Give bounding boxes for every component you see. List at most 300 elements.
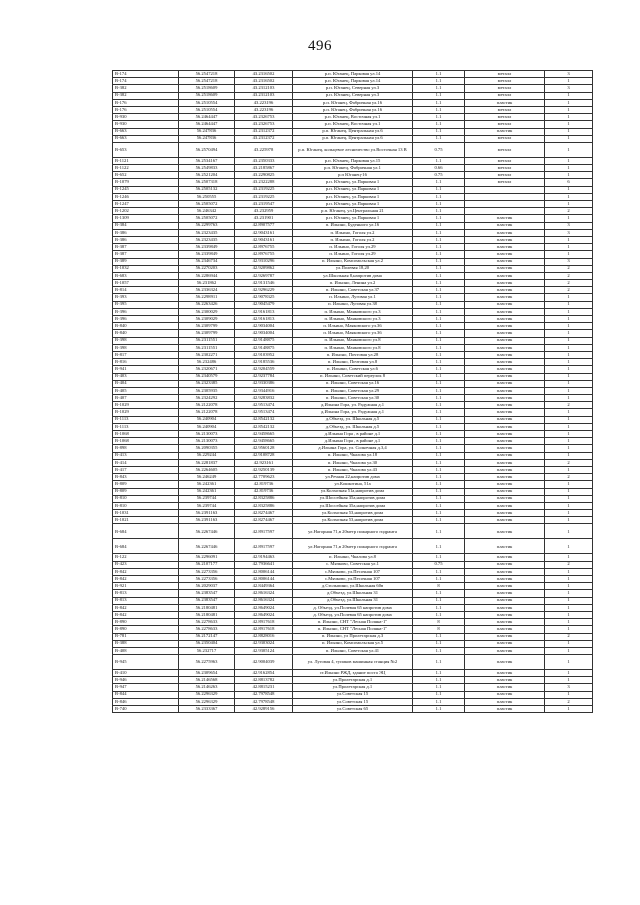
volume-cell: 1.1 <box>413 179 465 186</box>
address-cell: п. Ильино, Маяковского ул.36 <box>293 330 413 337</box>
longitude-cell: 42.9161813 <box>235 308 293 315</box>
site-id-cell: В-1113 <box>113 423 179 430</box>
material-cell: пластик <box>465 272 545 279</box>
material-cell: пластик <box>465 691 545 698</box>
material-cell: пластик <box>465 395 545 402</box>
site-id-cell: В-1029 <box>113 402 179 409</box>
table-row <box>113 114 593 121</box>
count-cell: 1 <box>545 510 593 517</box>
material-cell: пластик <box>465 539 545 554</box>
material-cell: пластик <box>465 677 545 684</box>
site-id-cell: В-1309 <box>113 215 179 222</box>
volume-cell: 8 <box>413 626 465 633</box>
latitude-cell: 56.2323435 <box>179 229 235 236</box>
material-cell: пластик <box>465 466 545 473</box>
table-row <box>113 380 593 387</box>
table-row <box>113 301 593 308</box>
table-row <box>113 583 593 590</box>
address-cell: с. Мячково, Советская ул.1 <box>293 561 413 568</box>
site-id-cell: В-1246 <box>113 193 179 200</box>
material-cell: металл <box>465 121 545 128</box>
site-id-cell: В-1057 <box>113 280 179 287</box>
address-cell: р.п. Юганец, ул.Парковая 1 <box>293 215 413 222</box>
table-row <box>113 201 593 208</box>
count-cell: 2 <box>545 633 593 640</box>
site-id-cell: В-396 <box>113 308 179 315</box>
site-id-cell: В-1202 <box>113 208 179 215</box>
latitude-cell: 56.2299763 <box>179 222 235 229</box>
material-cell: пластик <box>465 459 545 466</box>
count-cell: 2 <box>545 402 593 409</box>
table-row <box>113 222 593 229</box>
material-cell: пластик <box>465 633 545 640</box>
latitude-cell: 56.2521204 <box>179 172 235 179</box>
volume-cell: 1.1 <box>413 85 465 92</box>
address-cell: д.Ильина Гора, ул. Солнечная д.3,4 <box>293 445 413 452</box>
count-cell: 3 <box>545 85 593 92</box>
table-row <box>113 193 593 200</box>
address-cell: п. Ильино, Гоголя ул.2 <box>293 236 413 243</box>
volume-cell: 1.1 <box>413 445 465 452</box>
count-cell: 1 <box>545 186 593 193</box>
latitude-cell: 56.2547218 <box>179 78 235 85</box>
longitude-cell: 42.8813782 <box>235 677 293 684</box>
latitude-cell: 56.2311551 <box>179 344 235 351</box>
volume-cell: 1.1 <box>413 640 465 647</box>
latitude-cell: 56.242361 <box>179 488 235 495</box>
table-row <box>113 272 593 279</box>
material-cell: пластик <box>465 236 545 243</box>
volume-cell: 1.1 <box>413 294 465 301</box>
volume-cell: 1.1 <box>413 633 465 640</box>
table-row <box>113 330 593 337</box>
volume-cell: 1.1 <box>413 438 465 445</box>
site-id-cell: В-813 <box>113 590 179 597</box>
volume-cell: 1.1 <box>413 466 465 473</box>
longitude-cell: 42.9269787 <box>235 272 293 279</box>
table-row <box>113 308 593 315</box>
site-id-cell: В-842 <box>113 576 179 583</box>
count-cell: 1 <box>545 380 593 387</box>
longitude-cell: 42.9560128 <box>235 445 293 452</box>
site-id-cell: В-684 <box>113 539 179 554</box>
table-row <box>113 488 593 495</box>
table-row <box>113 251 593 258</box>
volume-cell: 1.1 <box>413 135 465 142</box>
site-id-cell: В-410 <box>113 670 179 677</box>
count-cell: 1 <box>545 583 593 590</box>
volume-cell: 1.1 <box>413 517 465 524</box>
address-cell: п. Ильино, Советская ул.30 <box>293 395 413 402</box>
volume-cell: 1.1 <box>413 258 465 265</box>
count-cell: 1 <box>545 395 593 402</box>
count-cell: 1 <box>545 568 593 575</box>
address-cell: д.Ильина Гора , в районе д.1 <box>293 438 413 445</box>
latitude-cell: 56.229244 <box>179 452 235 459</box>
site-id-cell: В-384 <box>113 222 179 229</box>
address-cell: п. Ильино, СНТ "Лесная Поляна-1" <box>293 626 413 633</box>
count-cell: 1 <box>545 351 593 358</box>
latitude-cell: 56.2275963 <box>179 655 235 670</box>
volume-cell: 1.1 <box>413 539 465 554</box>
site-id-cell: В-395 <box>113 301 179 308</box>
table-row <box>113 438 593 445</box>
table-row <box>113 229 593 236</box>
table-row <box>113 287 593 294</box>
count-cell: 1 <box>545 165 593 172</box>
site-id-cell: В-1068 <box>113 438 179 445</box>
material-cell: пластик <box>465 128 545 135</box>
table-row <box>113 611 593 618</box>
longitude-cell: 42.9204559 <box>235 366 293 373</box>
table-row <box>113 157 593 164</box>
address-cell: п. Ильино, Почтовая ул.28 <box>293 351 413 358</box>
address-cell: п. Ильино, Чкалова ул.30 <box>293 459 413 466</box>
longitude-cell: 42.9513474 <box>235 409 293 416</box>
site-id-cell: В-652 <box>113 172 179 179</box>
table-row <box>113 459 593 466</box>
address-cell: р.п. Юганец, Парковая ул.14 <box>293 71 413 78</box>
material-cell: пластик <box>465 604 545 611</box>
material-cell: пластик <box>465 409 545 416</box>
longitude-cell: 42.8616324 <box>235 590 293 597</box>
latitude-cell: 56.2534167 <box>179 157 235 164</box>
longitude-cell: 42.8274467 <box>235 510 293 517</box>
latitude-cell: 56.2278633 <box>179 626 235 633</box>
table-row <box>113 85 593 92</box>
latitude-cell: 56.2130073 <box>179 431 235 438</box>
address-cell: р.п. Юганец, Фабричная ул.16 <box>293 106 413 113</box>
table-row <box>113 524 593 539</box>
count-cell: 1 <box>545 135 593 142</box>
longitude-cell: 42.8815231 <box>235 684 293 691</box>
table-row <box>113 99 593 106</box>
table-row <box>113 316 593 323</box>
address-cell: р.п. Юганец, Фабричная ул.16 <box>293 99 413 106</box>
address-cell: ул. Луговая 4, тупиков машинная станция №2 <box>293 655 413 670</box>
count-cell: 1 <box>545 647 593 654</box>
site-id-cell: В-403 <box>113 373 179 380</box>
longitude-cell: 42.9344916 <box>235 387 293 394</box>
material-cell: металл <box>465 85 545 92</box>
material-cell: пластик <box>465 366 545 373</box>
site-id-cell: В-417 <box>113 466 179 473</box>
count-cell: 1 <box>545 251 593 258</box>
table-row <box>113 186 593 193</box>
count-cell: 3 <box>545 684 593 691</box>
volume-cell: 1.1 <box>413 554 465 561</box>
volume-cell: 1.1 <box>413 524 465 539</box>
count-cell: 1 <box>545 597 593 604</box>
latitude-cell: 56.2340579 <box>179 373 235 380</box>
count-cell: 1 <box>545 323 593 330</box>
count-cell: 2 <box>545 459 593 466</box>
volume-cell: 1.1 <box>413 670 465 677</box>
longitude-cell: 42.7936641 <box>235 561 293 568</box>
site-id-cell: В-1247 <box>113 201 179 208</box>
table-row <box>113 179 593 186</box>
volume-cell: 1.1 <box>413 201 465 208</box>
address-cell: ул.Колхозная 53,напротив дома <box>293 517 413 524</box>
material-cell: пластик <box>465 495 545 502</box>
address-cell: ул.Советская 65 <box>293 706 413 713</box>
count-cell: 1 <box>545 416 593 423</box>
material-cell: пластик <box>465 597 545 604</box>
table-row <box>113 619 593 626</box>
latitude-cell: 56.2130073 <box>179 438 235 445</box>
table-row <box>113 576 593 583</box>
material-cell <box>465 186 545 193</box>
material-cell: пластик <box>465 229 545 236</box>
site-id-cell: В-174 <box>113 78 179 85</box>
address-cell: ул.Полевая 18,20 <box>293 265 413 272</box>
latitude-cell: 56.2350404 <box>179 640 235 647</box>
count-cell: 1 <box>545 445 593 452</box>
table-row <box>113 265 593 272</box>
site-id-cell: В-386 <box>113 236 179 243</box>
latitude-cell: 56.2278633 <box>179 619 235 626</box>
address-cell: п. Ильино, Маяковского ул.8 <box>293 344 413 351</box>
address-cell: ул.Кошкотина, 51а <box>293 481 413 488</box>
table-row <box>113 258 593 265</box>
volume-cell: 1.1 <box>413 423 465 430</box>
site-id-cell: В-946 <box>113 677 179 684</box>
site-id-cell: В-941 <box>113 366 179 373</box>
volume-cell: 1.1 <box>413 280 465 287</box>
count-cell: 3 <box>545 229 593 236</box>
table-row <box>113 466 593 473</box>
material-cell: пластик <box>465 438 545 445</box>
longitude-cell: 43.2185867 <box>235 165 293 172</box>
site-id-cell: В-663 <box>113 135 179 142</box>
count-cell: 1 <box>545 236 593 243</box>
material-cell: пластик <box>465 316 545 323</box>
longitude-cell: 43.2326753 <box>235 114 293 121</box>
count-cell: 1 <box>545 466 593 473</box>
count-cell: 1 <box>545 121 593 128</box>
longitude-cell: 43.232959 <box>235 208 293 215</box>
site-id-cell: В-653 <box>113 142 179 157</box>
latitude-cell: 56.2273356 <box>179 568 235 575</box>
latitude-cell: 56.2300029 <box>179 308 235 315</box>
longitude-cell: 43.2312103 <box>235 85 293 92</box>
site-id-cell: В-414 <box>113 459 179 466</box>
count-cell: 6 <box>545 179 593 186</box>
longitude-cell: 42.7709623 <box>235 474 293 481</box>
site-id-cell: В-781 <box>113 633 179 640</box>
site-id-cell: В-389 <box>113 258 179 265</box>
count-cell: 1 <box>545 423 593 430</box>
latitude-cell: 56.2267446 <box>179 539 235 554</box>
latitude-cell: 56.2309799 <box>179 330 235 337</box>
site-id-cell: В-684 <box>113 524 179 539</box>
site-id-cell: В-890 <box>113 619 179 626</box>
count-cell: 3 <box>545 71 593 78</box>
latitude-cell: 56.2324292 <box>179 395 235 402</box>
address-cell: п. Ильино, Маяковского ул.8 <box>293 337 413 344</box>
address-cell: р.п. Юганец, Северная ул.3 <box>293 92 413 99</box>
count-cell: 1 <box>545 359 593 366</box>
address-cell: ул.Шоссейная 35а,напротив дома <box>293 495 413 502</box>
latitude-cell: 56.2286944 <box>179 272 235 279</box>
material-cell: пластик <box>465 481 545 488</box>
volume-cell: 1.1 <box>413 684 465 691</box>
latitude-cell: 56.239744 <box>179 502 235 509</box>
latitude-cell: 56.2309799 <box>179 323 235 330</box>
count-cell: 1 <box>545 576 593 583</box>
longitude-cell: 43.2316502 <box>235 71 293 78</box>
table-row <box>113 670 593 677</box>
address-cell: ул.Колхозная 53,напротив дома <box>293 510 413 517</box>
address-cell: п. Ильино, Советская ул.29 <box>293 387 413 394</box>
count-cell: 1 <box>545 142 593 157</box>
volume-cell: 1.1 <box>413 323 465 330</box>
address-cell: п. Ильино, Луговая ул.38 <box>293 301 413 308</box>
material-cell: пластик <box>465 524 545 539</box>
material-cell: пластик <box>465 488 545 495</box>
site-id-cell: В-1031 <box>113 510 179 517</box>
latitude-cell: 56.2273356 <box>179 576 235 583</box>
volume-cell: 1.1 <box>413 114 465 121</box>
table-row <box>113 604 593 611</box>
material-cell: пластик <box>465 287 545 294</box>
longitude-cell: 43.2290825 <box>235 172 293 179</box>
latitude-cell: 56.2107177 <box>179 561 235 568</box>
volume-cell: 1.1 <box>413 99 465 106</box>
count-cell: 1 <box>545 554 593 561</box>
site-id-cell: В-386 <box>113 229 179 236</box>
latitude-cell: 56.2339849 <box>179 244 235 251</box>
site-id-cell: В-945 <box>113 655 179 670</box>
longitude-cell: 42.8907577 <box>235 222 293 229</box>
longitude-cell: 42.9237784 <box>235 373 293 380</box>
latitude-cell: 56.2336324 <box>179 287 235 294</box>
address-cell: с.Мячково, ул.Песочная 107 <box>293 576 413 583</box>
table-row <box>113 71 593 78</box>
volume-cell: 1.1 <box>413 373 465 380</box>
table-row <box>113 351 593 358</box>
longitude-cell: 42.9148875 <box>235 344 293 351</box>
volume-cell: 0.75 <box>413 142 465 157</box>
address-cell: п. Ильино, Буденного ул.16 <box>293 222 413 229</box>
count-cell: 3 <box>545 258 593 265</box>
count-cell: 1 <box>545 337 593 344</box>
volume-cell: 1.1 <box>413 431 465 438</box>
longitude-cell: 42.8449364 <box>235 583 293 590</box>
longitude-cell: 42.9103952 <box>235 351 293 358</box>
material-cell: пластик <box>465 431 545 438</box>
address-cell: р.п. Юганец, Центральная ул.6 <box>293 135 413 142</box>
site-id-cell: В-1032 <box>113 265 179 272</box>
latitude-cell: 56.2323435 <box>179 236 235 243</box>
site-id-cell: В-817 <box>113 351 179 358</box>
volume-cell: 1.1 <box>413 287 465 294</box>
address-cell: д.Ильина Гора , в районе д.1 <box>293 431 413 438</box>
count-cell: 1 <box>545 611 593 618</box>
material-cell: пластик <box>465 280 545 287</box>
volume-cell: 1.1 <box>413 316 465 323</box>
latitude-cell: 56.2464447 <box>179 114 235 121</box>
address-cell: р.п Юганец-16 <box>293 172 413 179</box>
material-cell: пластик <box>465 351 545 358</box>
site-id-cell: В-840 <box>113 330 179 337</box>
latitude-cell: 56.2270203 <box>179 265 235 272</box>
table-row <box>113 474 593 481</box>
address-cell: р.п. Юганец, Северная ул.3 <box>293 85 413 92</box>
longitude-cell: 43.2350333 <box>235 157 293 164</box>
site-id-cell: В-921 <box>113 583 179 590</box>
site-id-cell: В-176 <box>113 99 179 106</box>
material-cell: пластик <box>465 416 545 423</box>
count-cell: 1 <box>545 330 593 337</box>
count-cell: 2 <box>545 698 593 705</box>
count-cell: 1 <box>545 344 593 351</box>
longitude-cell: 42.8917597 <box>235 524 293 539</box>
site-id-cell: В-1113 <box>113 416 179 423</box>
site-id-cell: В-382 <box>113 92 179 99</box>
material-cell: пластик <box>465 387 545 394</box>
latitude-cell: 56.2146263 <box>179 684 235 691</box>
longitude-cell: 43.2312103 <box>235 92 293 99</box>
volume-cell: 1.1 <box>413 604 465 611</box>
longitude-cell: 42.923161 <box>235 459 293 466</box>
volume-cell: 1.1 <box>413 186 465 193</box>
latitude-cell: 56.2263426 <box>179 301 235 308</box>
longitude-cell: 42.9004039 <box>235 655 293 670</box>
longitude-cell: 42.9458665 <box>235 431 293 438</box>
address-cell: п. Ильино, Гоголя ул.29 <box>293 251 413 258</box>
address-cell: п. Ильино, Маяковского ул.3 <box>293 316 413 323</box>
longitude-cell: 42.8325886 <box>235 495 293 502</box>
longitude-cell: 42.8917597 <box>235 539 293 554</box>
longitude-cell: 43.2322288 <box>235 179 293 186</box>
longitude-cell: 42.8917618 <box>235 626 293 633</box>
latitude-cell: 56.247836 <box>179 128 235 135</box>
count-cell: 1 <box>545 99 593 106</box>
longitude-cell: 42.9310296 <box>235 258 293 265</box>
material-cell: пластик <box>465 258 545 265</box>
table-row <box>113 677 593 684</box>
material-cell: металл <box>465 114 545 121</box>
longitude-cell: 42.8325886 <box>235 502 293 509</box>
site-id-cell: В-1121 <box>113 157 179 164</box>
longitude-cell: 42.9283832 <box>235 395 293 402</box>
material-cell: пластик <box>465 626 545 633</box>
site-id-cell: В-423 <box>113 561 179 568</box>
material-cell: пластик <box>465 611 545 618</box>
count-cell: 1 <box>545 626 593 633</box>
latitude-cell: 56.2267446 <box>179 524 235 539</box>
site-id-cell: В-176 <box>113 106 179 113</box>
count-cell: 1 <box>545 193 593 200</box>
volume-cell: 0.75 <box>413 172 465 179</box>
address-cell: р.п. Юганец, Центральная ул.6 <box>293 128 413 135</box>
address-cell: ул.Речная 22,напротив дома <box>293 474 413 481</box>
count-cell: 2 <box>545 265 593 272</box>
count-cell: 1 <box>545 373 593 380</box>
latitude-cell: 56.2281837 <box>179 459 235 466</box>
site-id-cell: В-809 <box>113 488 179 495</box>
site-id-cell: В-174 <box>113 71 179 78</box>
register-table <box>112 70 593 713</box>
table-row <box>113 387 593 394</box>
address-cell: п. Ильино, Комсомольская ул.2 <box>293 258 413 265</box>
count-cell: 2 <box>545 287 593 294</box>
table-row <box>113 106 593 113</box>
longitude-cell: 42.9043161 <box>235 236 293 243</box>
latitude-cell: 56.2305935 <box>179 387 235 394</box>
longitude-cell: 42.9045479 <box>235 301 293 308</box>
